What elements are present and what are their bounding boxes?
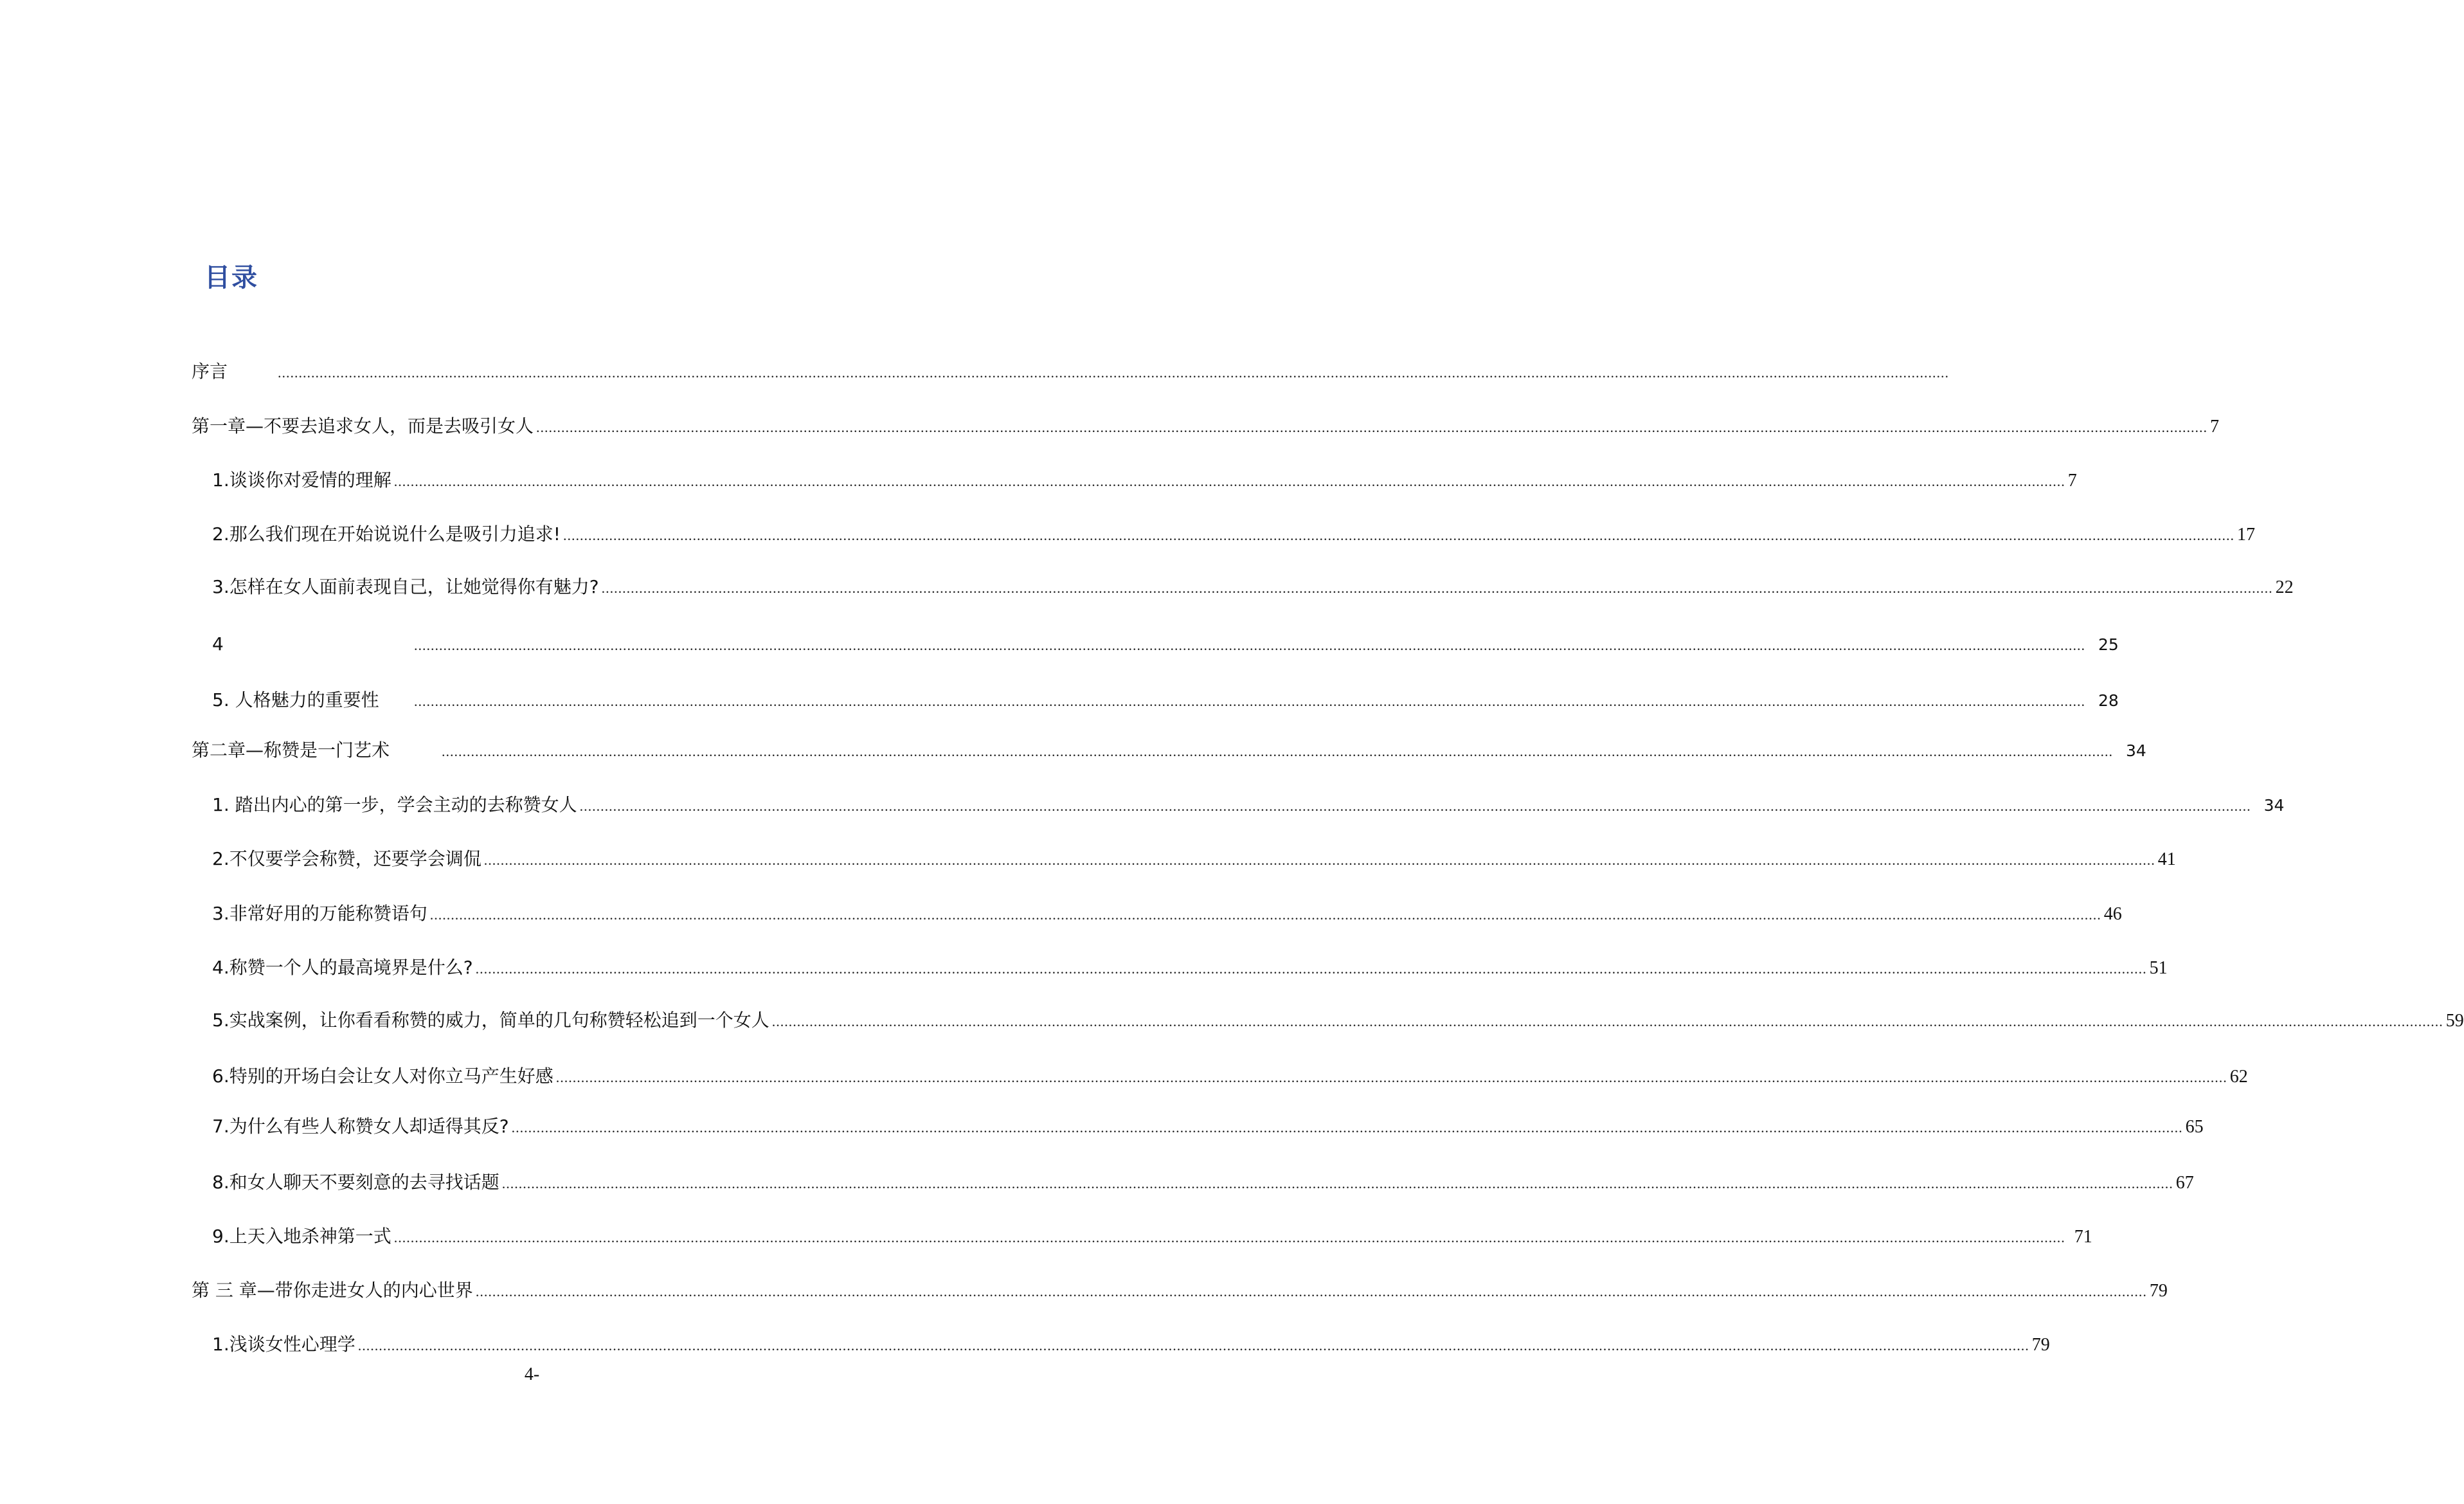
toc-entry[interactable] bbox=[212, 1170, 2194, 1195]
page-number-footer: 4- bbox=[524, 1364, 540, 1384]
toc-leader-dots: ................................................................................................................................................................................................................................................................................................................................................................................................................ bbox=[555, 1069, 2227, 1085]
toc-leader-dots: ................................................................................................................................................................................................................................................................................................................................................................................................................ bbox=[511, 1119, 2183, 1136]
toc-entry-page: 59 bbox=[2445, 1011, 2464, 1031]
toc-entry-label: 6.特别的开场白会让女人对你立马产生好感 bbox=[212, 1065, 553, 1087]
toc-entry-preface[interactable] bbox=[192, 359, 1949, 385]
toc-entry-page: 79 bbox=[2149, 1281, 2168, 1301]
toc-entry-label: 3.怎样在女人面前表现自己，让她觉得你有魅力? bbox=[212, 576, 599, 597]
toc-entry-label: 1.浅谈女性心理学 bbox=[212, 1334, 355, 1355]
toc-entry[interactable] bbox=[212, 792, 2285, 818]
toc-entry-page: 51 bbox=[2149, 958, 2168, 978]
toc-leader-dots: ................................................................................................................................................................................................................................................................................................................................................................................................................ bbox=[475, 1283, 2147, 1300]
toc-entry-label: 1.谈谈你对爱情的理解 bbox=[212, 469, 391, 491]
toc-entry[interactable] bbox=[212, 955, 2168, 981]
toc-entry-label: 8.和女人聊天不要刻意的去寻找话题 bbox=[212, 1172, 499, 1193]
toc-entry-page: 46 bbox=[2103, 904, 2122, 924]
toc-entry-page: 67 bbox=[2175, 1173, 2194, 1193]
toc-entry-label: 4.称赞一个人的最高境界是什么? bbox=[212, 957, 473, 978]
toc-entry-label: 4 bbox=[212, 633, 224, 655]
toc-entry[interactable] bbox=[212, 846, 2176, 872]
toc-entry-label: 2.那么我们现在开始说说什么是吸引力追求! bbox=[212, 523, 561, 545]
toc-entry-label: 9.上天入地杀神第一式 bbox=[212, 1226, 391, 1247]
toc-entry-page: 71 bbox=[2074, 1227, 2092, 1247]
toc-leader-dots: ................................................................................................................................................................................................................................................................................................................................................................................................................ bbox=[429, 907, 2101, 923]
toc-entry-label: 第二章—称赞是一门艺术 bbox=[192, 739, 390, 761]
toc-entry[interactable] bbox=[212, 1224, 2092, 1249]
toc-leader-dots: ................................................................................................................................................................................................................................................................................................................................................................................................................ bbox=[562, 527, 2235, 543]
toc-entry-label: 序言 bbox=[192, 361, 228, 382]
toc-leader-dots: ................................................................................................................................................................................................................................................................................................................................................................................................................ bbox=[357, 1337, 2029, 1354]
toc-entry-label: 2.不仅要学会称赞，还要学会调侃 bbox=[212, 848, 481, 869]
toc-entry-page: 7 bbox=[2067, 471, 2077, 491]
toc-leader-dots: ................................................................................................................................................................................................................................................................................................................................................................................................................ bbox=[475, 961, 2147, 977]
toc-entry-label: 5. 人格魅力的重要性 bbox=[212, 689, 379, 711]
toc-leader-dots: ................................................................................................................................................................................................................................................................................................................................................................................................................ bbox=[483, 852, 2155, 868]
toc-leader-dots: ................................................................................................................................................................................................................................................................................................................................................................................................................ bbox=[579, 798, 2251, 814]
toc-entry[interactable] bbox=[212, 1064, 2248, 1089]
toc-entry-chapter-2[interactable] bbox=[192, 738, 2146, 763]
toc-leader-dots: ................................................................................................................................................................................................................................................................................................................................................................................................................ bbox=[278, 365, 1949, 381]
toc-entry-page: 34 bbox=[2126, 741, 2146, 760]
toc-entry[interactable] bbox=[212, 1114, 2204, 1139]
toc-entry-page: 22 bbox=[2275, 577, 2294, 597]
toc-entry-label: 5.实战案例，让你看看称赞的威力，简单的几句称赞轻松追到一个女人 bbox=[212, 1010, 769, 1031]
toc-entry[interactable] bbox=[212, 901, 2122, 927]
toc-leader-dots: ................................................................................................................................................................................................................................................................................................................................................................................................................ bbox=[414, 637, 2085, 653]
toc-entry[interactable] bbox=[212, 1008, 2464, 1033]
toc-entry[interactable] bbox=[212, 467, 2077, 493]
toc-entry-page: 62 bbox=[2229, 1067, 2248, 1087]
toc-entry[interactable] bbox=[212, 1332, 2050, 1357]
toc-entry-page: 65 bbox=[2185, 1117, 2204, 1137]
toc-entry-label: 1. 踏出内心的第一步，学会主动的去称赞女人 bbox=[212, 794, 577, 815]
toc-entry-page: 41 bbox=[2157, 849, 2176, 869]
toc-entry[interactable] bbox=[212, 631, 2119, 657]
toc-entry-chapter-1[interactable] bbox=[192, 413, 2220, 439]
toc-entry-page: 28 bbox=[2098, 691, 2119, 710]
toc-entry-page: 25 bbox=[2098, 635, 2119, 654]
toc-entry-label: 第 三 章—带你走进女人的内心世界 bbox=[192, 1280, 473, 1301]
toc-entry[interactable] bbox=[212, 687, 2119, 713]
toc-leader-dots: ................................................................................................................................................................................................................................................................................................................................................................................................................ bbox=[442, 743, 2113, 759]
toc-leader-dots: ................................................................................................................................................................................................................................................................................................................................................................................................................ bbox=[414, 693, 2085, 709]
toc-entry-label: 3.非常好用的万能称赞语句 bbox=[212, 903, 427, 924]
toc-leader-dots: ................................................................................................................................................................................................................................................................................................................................................................................................................ bbox=[771, 1013, 2443, 1029]
toc-entry-label: 7.为什么有些人称赞女人却适得其反? bbox=[212, 1116, 509, 1137]
toc-entry-label: 第一章—不要去追求女人，而是去吸引女人 bbox=[192, 415, 534, 437]
toc-entry-page: 17 bbox=[2236, 525, 2255, 545]
toc-entry-page: 34 bbox=[2263, 796, 2285, 815]
page-title: 目录 bbox=[204, 263, 258, 293]
toc-leader-dots: ................................................................................................................................................................................................................................................................................................................................................................................................................ bbox=[536, 419, 2208, 435]
toc-entry-chapter-3[interactable] bbox=[192, 1278, 2168, 1303]
toc-leader-dots: ................................................................................................................................................................................................................................................................................................................................................................................................................ bbox=[601, 580, 2273, 596]
toc-entry-page: 7 bbox=[2210, 417, 2220, 437]
toc-leader-dots: ................................................................................................................................................................................................................................................................................................................................................................................................................ bbox=[501, 1175, 2173, 1191]
toc-leader-dots: ................................................................................................................................................................................................................................................................................................................................................................................................................ bbox=[393, 473, 2065, 489]
toc-entry[interactable] bbox=[212, 521, 2255, 547]
toc-leader-dots: ................................................................................................................................................................................................................................................................................................................................................................................................................ bbox=[393, 1229, 2065, 1246]
toc-entry-page: 79 bbox=[2031, 1335, 2050, 1355]
toc-entry[interactable] bbox=[212, 574, 2294, 600]
